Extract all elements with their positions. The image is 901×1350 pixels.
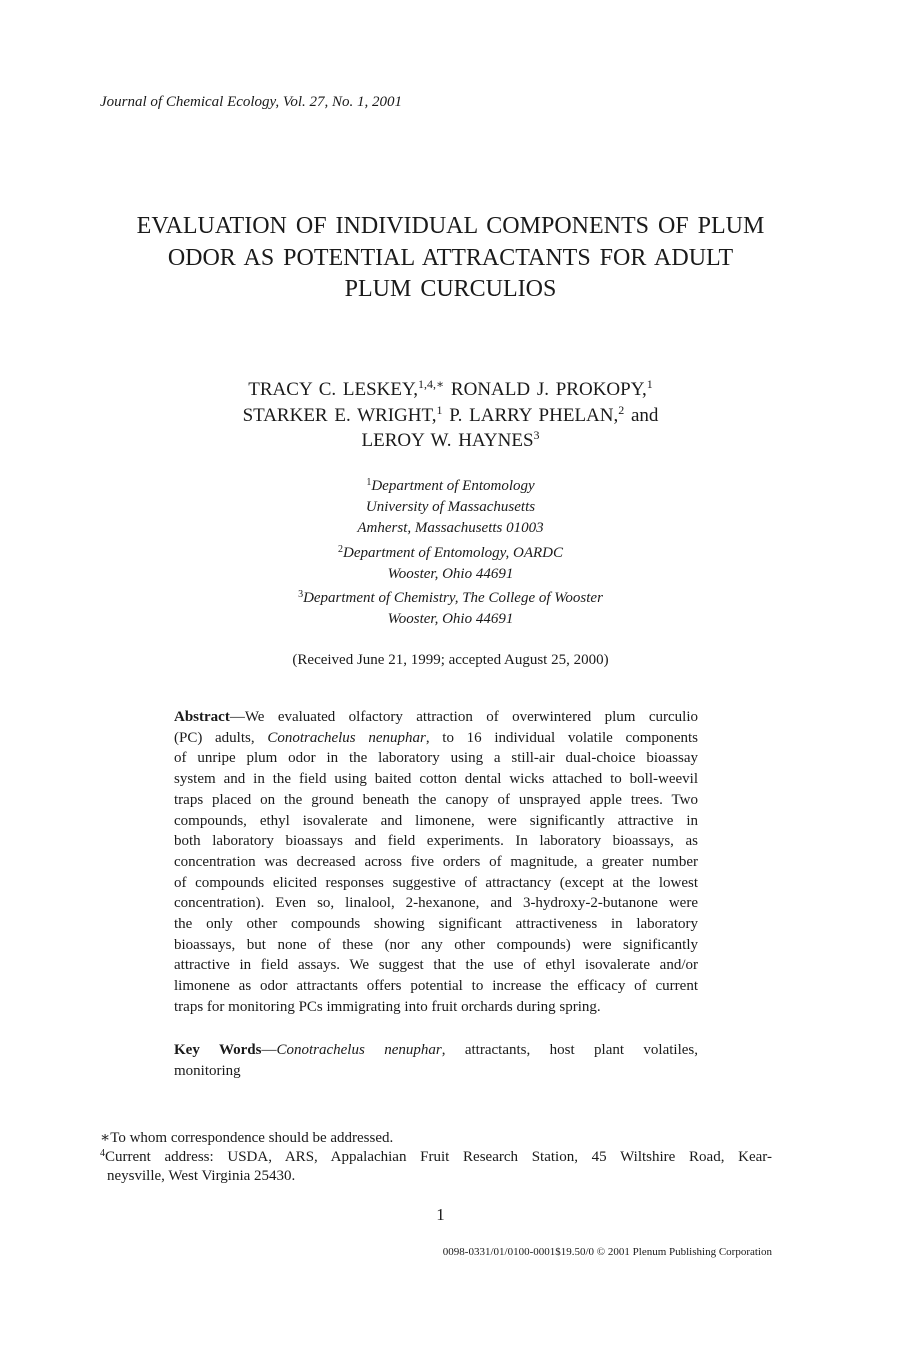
author-affiliation-mark: 2 <box>618 402 625 417</box>
abstract-text: (PC) adults, <box>174 729 255 746</box>
author-name: STARKER E. WRIGHT, <box>242 404 437 426</box>
author-name: TRACY C. LESKEY, <box>248 379 419 400</box>
abstract-line: system and in the field using baited cotton dental wicks attached to boll-weevil <box>174 771 698 788</box>
abstract-line: concentration). Even so, linalool, 2-hexanone, and 3-hydroxy-2-butanone were <box>174 895 698 912</box>
author-affiliation-mark: 1 <box>646 377 653 391</box>
title-line: ODOR AS POTENTIAL ATTRACTANTS FOR ADULT <box>167 244 734 271</box>
affiliation-line: University of Massachusetts <box>365 499 536 515</box>
affiliation-line: Wooster, Ohio 44691 <box>387 566 514 582</box>
affiliation-number: 2 <box>338 544 343 555</box>
footnote <box>100 1148 772 1167</box>
abstract-text: We evaluated olfactory attraction of overwintered plum curculio <box>244 709 698 725</box>
affiliation <box>100 588 801 630</box>
abstract-line: traps placed on the ground beneath the canopy of unsprayed apple trees. Two <box>174 791 698 808</box>
keywords-line: monitoring <box>174 1063 241 1079</box>
keywords-line <box>174 1040 698 1061</box>
species-name: Conotrachelus nenuphar <box>267 729 426 746</box>
title-line: PLUM CURCULIOS <box>344 276 557 302</box>
abstract-line: the only other compounds showing significant attractiveness in laboratory <box>174 916 698 933</box>
affiliation <box>100 476 801 539</box>
journal-header: Journal of Chemical Ecology, Vol. 27, No. 1, 2001 <box>100 94 403 110</box>
author-name: RONALD J. PROKOPY, <box>450 379 647 400</box>
species-name: Conotrachelus nenuphar <box>276 1042 442 1058</box>
abstract-dash: — <box>229 709 245 725</box>
abstract <box>174 707 698 1018</box>
received-dates: (Received June 21, 1999; accepted August 25, 2000) <box>292 652 609 668</box>
keywords-text: , attractants, host plant volatiles, <box>441 1042 698 1058</box>
article-title <box>60 211 841 306</box>
footnote-text: To whom correspondence should be addressed. <box>110 1130 394 1146</box>
footnotes <box>100 1129 772 1186</box>
abstract-label: Abstract <box>174 709 230 725</box>
abstract-line: attractive in field assays. We suggest that the use of ethyl isovalerate and/or <box>174 957 698 974</box>
keywords <box>174 1040 698 1082</box>
author-line <box>100 403 801 429</box>
affiliation-line: Amherst, Massachusetts 01003 <box>357 520 544 536</box>
affiliation-line: Department of Chemistry, The College of Wooster <box>303 590 603 606</box>
author-line <box>100 428 801 454</box>
affiliation-line: Wooster, Ohio 44691 <box>387 611 514 627</box>
affiliation-line: Department of Entomology <box>371 478 535 494</box>
author-line <box>100 377 801 403</box>
abstract-line: traps for monitoring PCs immigrating into fruit orchards during spring. <box>174 998 601 1015</box>
footnote-mark: ∗ <box>100 1130 111 1146</box>
affiliation-number: 3 <box>298 589 304 600</box>
abstract-line: compounds, ethyl isovalerate and limonene, were significantly attractive in <box>174 812 698 829</box>
copyright-line: 0098-0331/01/0100-0001$19.50/0 © 2001 Plenum Publishing Corporation <box>442 1246 772 1258</box>
author-affiliation-mark: 1 <box>436 402 443 417</box>
keywords-label: Key Words <box>174 1042 262 1058</box>
author-name: LEROY W. HAYNES <box>361 430 534 451</box>
abstract-text: , to 16 individual volatile components <box>425 729 699 746</box>
title-line: EVALUATION OF INDIVIDUAL COMPONENTS OF PLUM <box>136 213 765 239</box>
abstract-line: of unripe plum odor in the laboratory using a still-air dual-choice bioassay <box>174 750 698 767</box>
footnote-text: Current address: USDA, ARS, Appalachian Fruit Research Station, 45 Wiltshire Road, Kear- <box>105 1149 772 1165</box>
author-affiliation-mark: 3 <box>533 428 540 442</box>
abstract-line <box>174 728 698 749</box>
author-name: P. LARRY PHELAN, <box>449 404 619 426</box>
page-number: 1 <box>436 1205 445 1224</box>
author-affiliation-mark: 1,4,∗ <box>418 377 445 391</box>
abstract-line: limonene as odor attractants offers potential to increase the efficacy of current <box>174 978 698 995</box>
footnote-mark: 4 <box>100 1148 105 1159</box>
keywords-dash: — <box>261 1042 277 1058</box>
affiliation-number: 1 <box>366 477 372 488</box>
affiliation-line: Department of Entomology, OARDC <box>343 545 563 561</box>
footnote-continuation: neysville, West Virginia 25430. <box>107 1168 296 1184</box>
footnote <box>100 1129 772 1148</box>
abstract-line: concentration was decreased across five orders of magnitude, a greater number <box>174 853 698 870</box>
abstract-line: both laboratory bioassays and field experiments. In laboratory bioassays, as <box>174 833 698 850</box>
abstract-line: of compounds elicited responses suggestive of attractancy (except at the lowest <box>174 874 698 891</box>
abstract-line: bioassays, but none of these (nor any other compounds) were significantly <box>174 936 698 953</box>
abstract-line <box>174 707 698 728</box>
affiliation <box>100 543 801 585</box>
author-conjunction: and <box>631 404 659 426</box>
author-list <box>100 377 801 454</box>
